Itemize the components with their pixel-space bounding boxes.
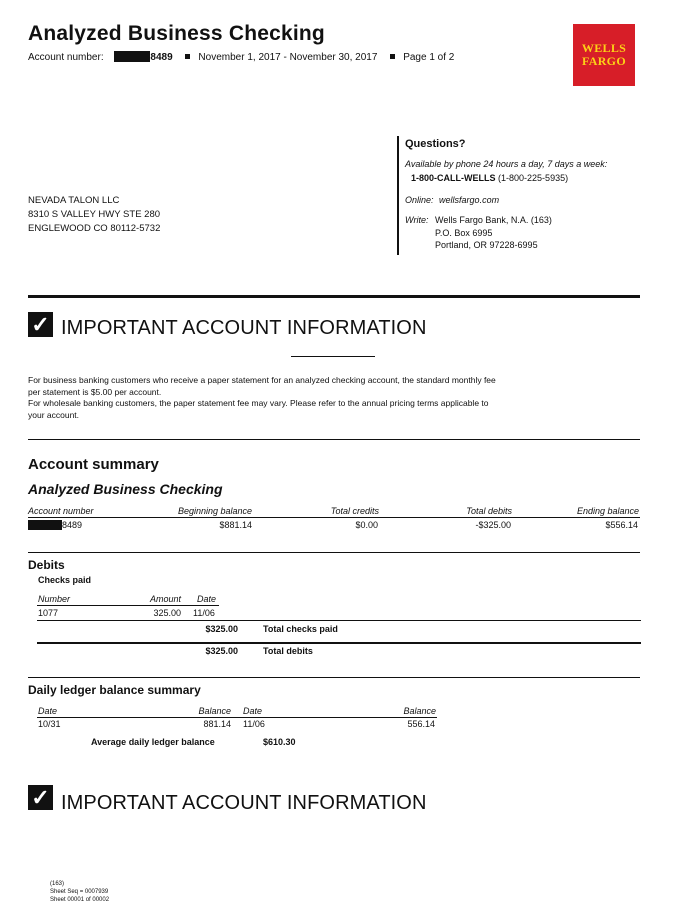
write-label: Write: <box>405 215 429 225</box>
section-divider-thick <box>28 295 640 298</box>
summary-beginning: $881.14 <box>219 520 252 530</box>
footer-line-2: Sheet Seq = 0007939 <box>50 889 109 895</box>
avg-ledger-label: Average daily ledger balance <box>91 737 215 747</box>
section-divider <box>28 677 640 678</box>
total-debits-amount: $325.00 <box>205 646 238 656</box>
customer-city: ENGLEWOOD CO 80112-5732 <box>28 223 161 234</box>
col-total-debits: Total debits <box>466 506 512 516</box>
account-summary-heading: Account summary <box>28 456 159 473</box>
online-link[interactable]: wellsfargo.com <box>439 195 500 205</box>
important-heading: IMPORTANT ACCOUNT INFORMATION <box>61 317 427 339</box>
totals-rule <box>37 642 641 644</box>
ledger-header-rule <box>37 717 437 718</box>
questions-heading: Questions? <box>405 138 466 150</box>
write-line-3: Portland, OR 97228-6995 <box>435 240 538 250</box>
check-number: 1077 <box>38 608 59 618</box>
col-beginning-balance: Beginning balance <box>177 506 252 516</box>
statement-subheader <box>28 51 454 63</box>
statement-period: November 1, 2017 - November 30, 2017 <box>198 52 378 63</box>
wells-fargo-logo <box>573 24 635 86</box>
total-checks-label: Total checks paid <box>263 624 338 634</box>
col-ledger-balance-2: Balance <box>403 706 436 716</box>
questions-box <box>397 136 645 255</box>
phone-line <box>411 173 645 183</box>
ledger-balance-1: 881.14 <box>203 719 231 729</box>
write-block <box>405 215 645 252</box>
total-debits-label: Total debits <box>263 646 313 656</box>
online-line <box>405 195 645 205</box>
col-ledger-balance-1: Balance <box>198 706 231 716</box>
important-para-2: For wholesale banking customers, the paper statement fee may vary. Please refer to the annual pricing terms applicable to your account. <box>28 398 489 420</box>
section-divider <box>28 552 640 553</box>
account-number-label: Account number: <box>28 52 104 63</box>
online-label: Online: <box>405 195 434 205</box>
col-ledger-date-1: Date <box>38 706 58 716</box>
ledger-balance-2: 556.14 <box>407 719 435 729</box>
logo-line-2: FARGO <box>582 54 626 68</box>
customer-street: 8310 S VALLEY HWY STE 280 <box>28 209 161 220</box>
logo-line-1: WELLS <box>581 41 627 55</box>
ledger-date-1: 10/31 <box>38 719 61 729</box>
mailing-address <box>435 214 552 252</box>
sheet-footer <box>50 880 109 904</box>
bullet-square <box>185 54 190 59</box>
important-para-1: For business banking customers who receive a paper statement for an analyzed checking account, the standard monthly fee per statement is $5.00 per account. <box>28 375 496 397</box>
debits-heading: Debits <box>28 558 65 572</box>
checks-paid-heading: Checks paid <box>38 575 92 585</box>
summary-debits: -$325.00 <box>475 520 511 530</box>
check-date: 11/06 <box>193 608 215 618</box>
col-ledger-date-2: Date <box>243 706 263 716</box>
footer-line-3: Sheet 00001 of 00002 <box>50 897 110 903</box>
summary-header-rule <box>28 517 640 518</box>
section-divider <box>28 439 640 440</box>
statement-title: Analyzed Business Checking <box>28 22 325 45</box>
total-checks-amount: $325.00 <box>205 624 238 634</box>
col-check-amount: Amount <box>149 594 181 604</box>
customer-address <box>28 194 160 236</box>
phone-availability: Available by phone 24 hours a day, 7 days a week: <box>405 159 608 169</box>
checks-header-rule <box>37 605 219 606</box>
write-line-2: P.O. Box 6995 <box>435 227 493 238</box>
col-total-credits: Total credits <box>330 506 379 516</box>
important-paragraph <box>28 375 498 421</box>
phone-number[interactable]: (1-800-225-5935) <box>498 173 569 183</box>
write-line-1: Wells Fargo Bank, N.A. (163) <box>435 215 552 225</box>
check-amount: 325.00 <box>153 608 181 618</box>
account-summary-subheading: Analyzed Business Checking <box>28 481 223 497</box>
col-check-date: Date <box>197 594 217 604</box>
redaction-bar <box>114 51 150 62</box>
customer-name: NEVADA TALON LLC <box>28 195 120 206</box>
footer-line-1: (163) <box>50 881 65 887</box>
summary-account-cell <box>28 520 82 530</box>
short-rule <box>291 356 375 357</box>
col-check-number: Number <box>38 594 71 604</box>
redaction-bar <box>28 520 62 530</box>
ledger-date-2: 11/06 <box>243 719 265 729</box>
summary-ending: $556.14 <box>605 520 638 530</box>
phone-call-wells[interactable]: 1-800-CALL-WELLS <box>411 173 496 183</box>
avg-ledger-value: $610.30 <box>263 737 296 747</box>
col-ending-balance: Ending balance <box>576 506 639 516</box>
bullet-square <box>390 54 395 59</box>
summary-account-suffix: 8489 <box>62 520 83 530</box>
checkmark-icon: ✓ <box>28 312 53 337</box>
account-number-suffix: 8489 <box>150 52 173 63</box>
ledger-heading: Daily ledger balance summary <box>28 683 201 697</box>
page-indicator: Page 1 of 2 <box>403 52 455 63</box>
checks-row-rule <box>37 620 641 621</box>
summary-credits: $0.00 <box>355 520 378 530</box>
col-account-number: Account number <box>28 506 94 516</box>
important-heading-2: IMPORTANT ACCOUNT INFORMATION <box>61 792 427 814</box>
checkmark-icon: ✓ <box>28 785 53 810</box>
